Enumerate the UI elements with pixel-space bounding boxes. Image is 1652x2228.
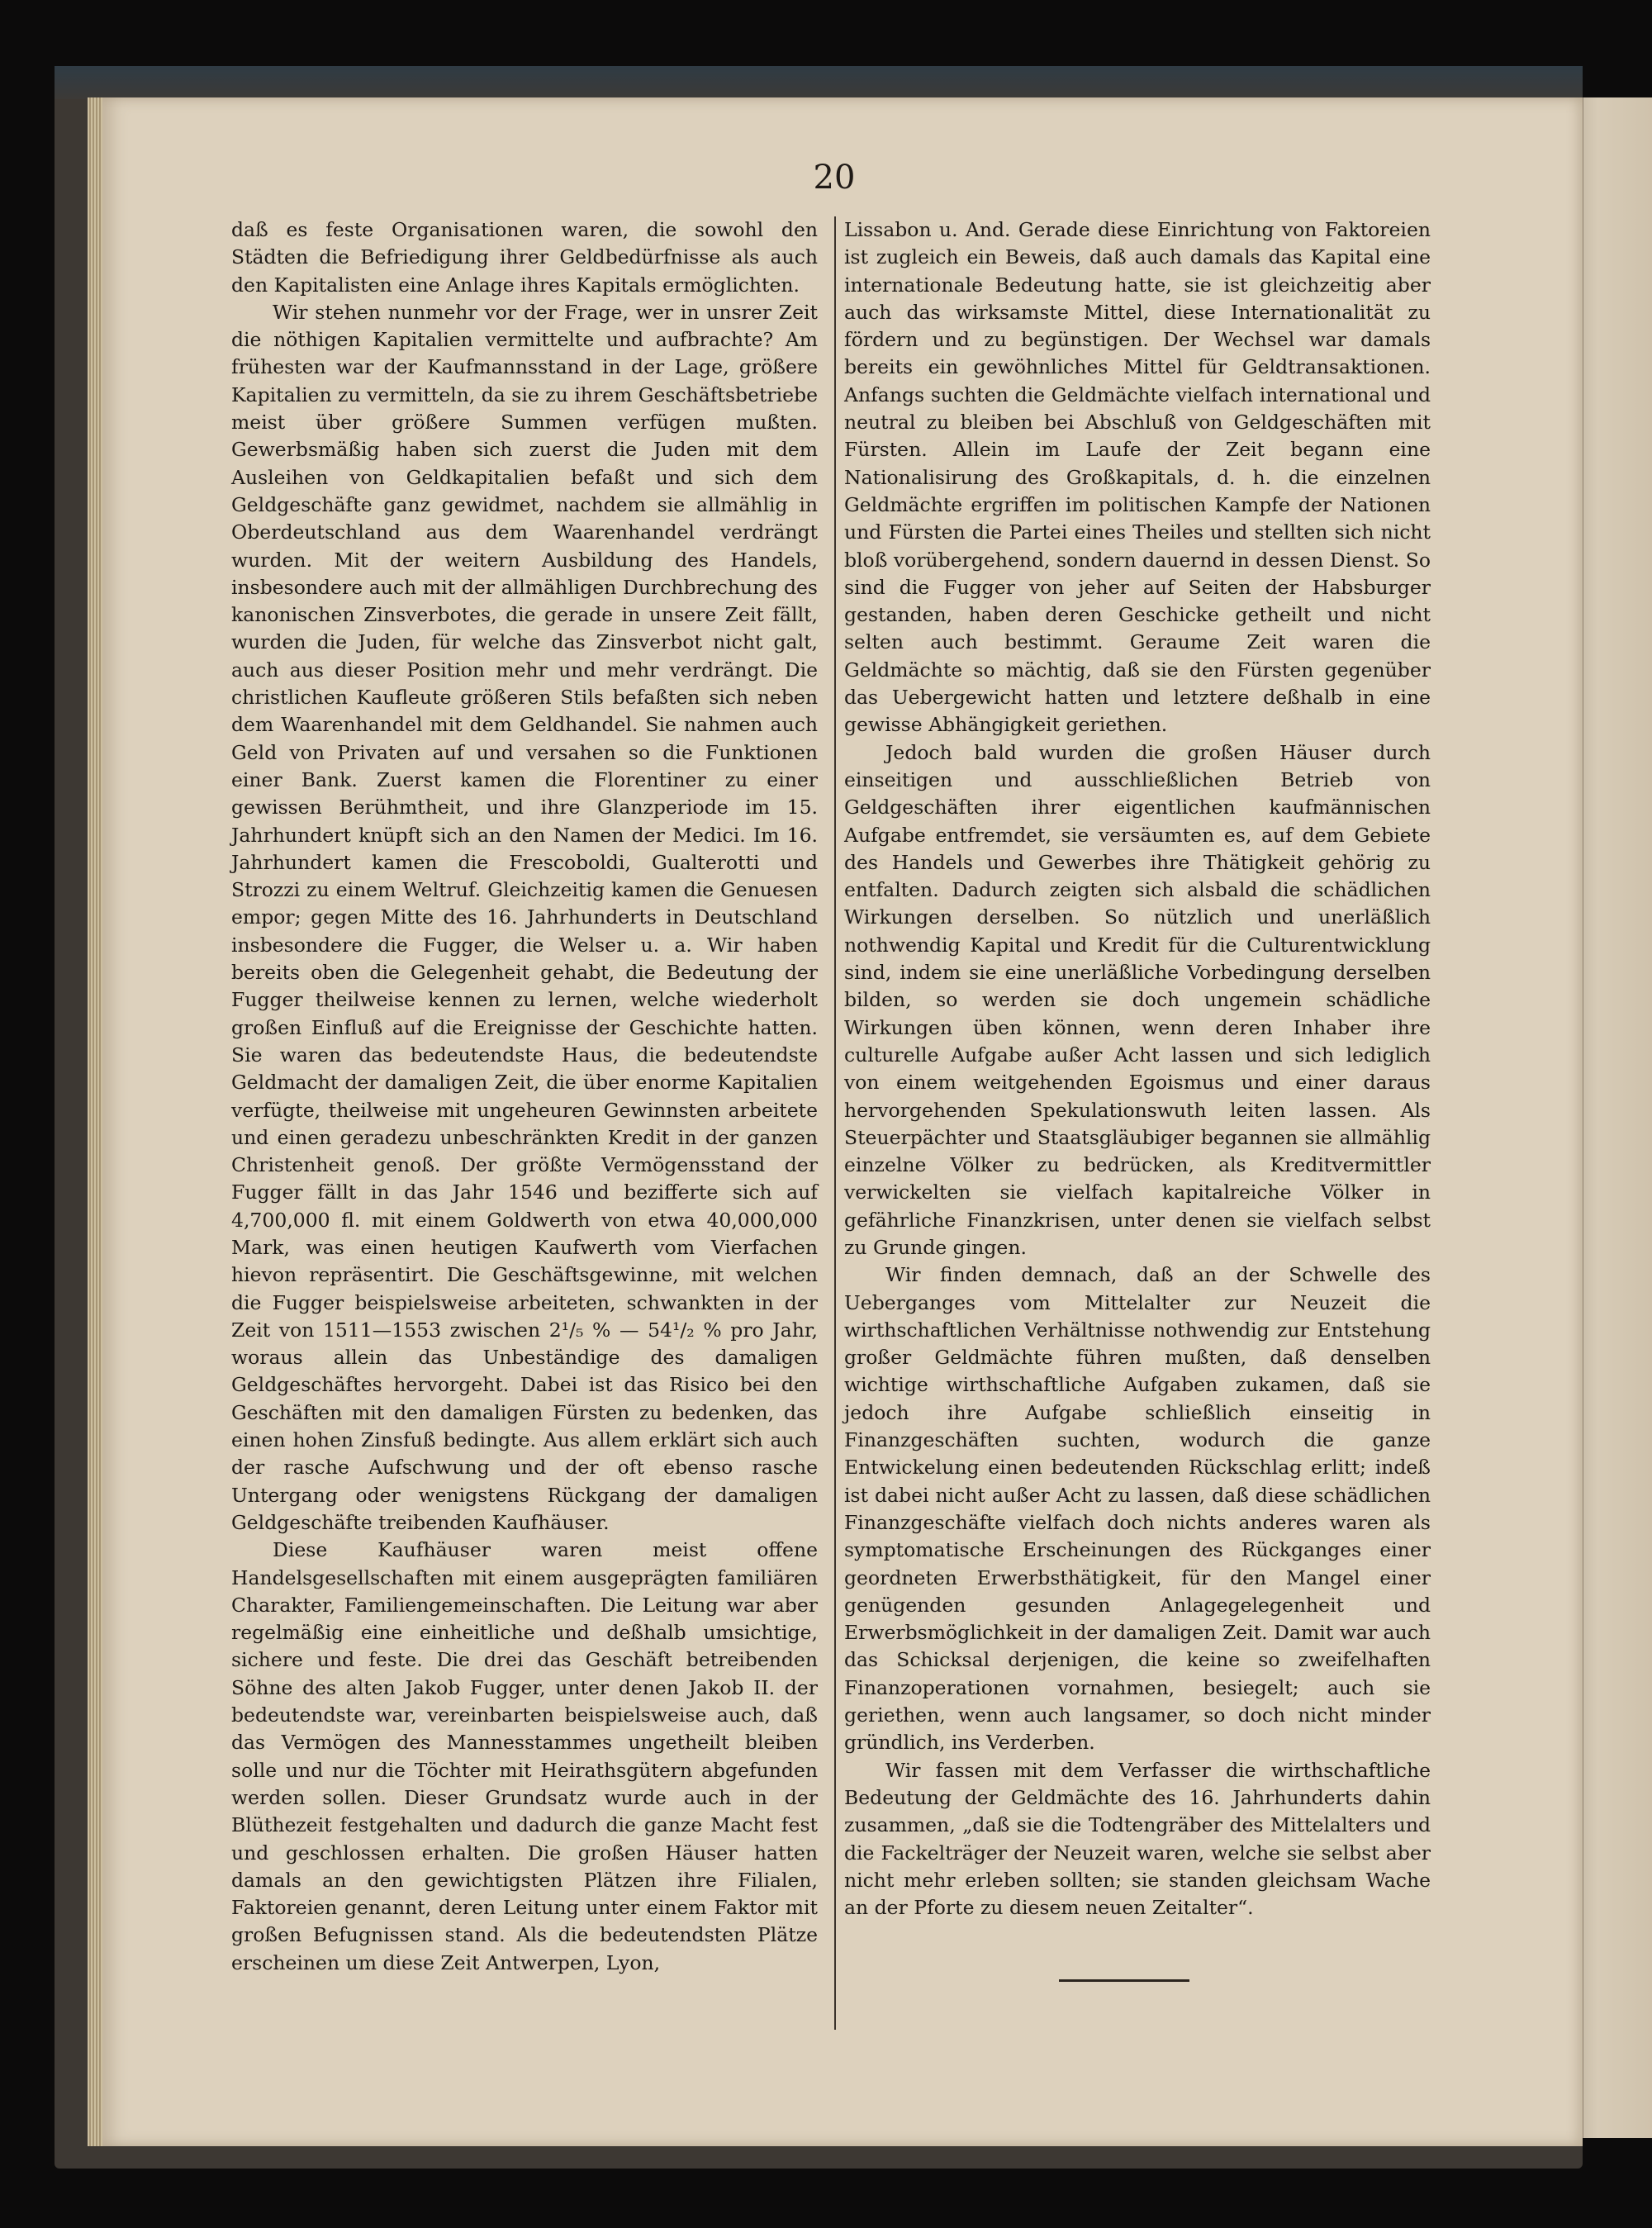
left-column	[231, 216, 818, 1977]
paragraph: Diese Kaufhäuser waren meist offene Handelsgesellschaften mit einem ausgeprägten familiären Charakter, Familiengemeinschaften. Die Leitung war aber regelmäßig eine einheitliche und deßhalb umsichtige, sichere und feste. Die drei das Geschäft betreibenden Söhne des alten Jakob Fugger, unter denen Jakob II. der bedeutendste war, vereinbarten beispielsweise auch, daß das Vermögen des Mannesstammes ungetheilt bleiben solle und nur die Töchter mit Heirathsgütern abgefunden werden sollen. Dieser Grundsatz wurde auch in der Blüthezeit festgehalten und dadurch die ganze Macht fest und geschlossen erhalten. Die großen Häuser hatten damals an den gewichtigsten Plätzen ihre Filialen, Faktoreien genannt, deren Leitung unter einem Faktor mit großen Befugnissen stand. Als die bedeutendsten Plätze erscheinen um diese Zeit Antwerpen, Lyon,	[231, 1538, 818, 1974]
paragraph: Lissabon u. And. Gerade diese Einrichtung von Faktoreien ist zugleich ein Beweis, daß auch damals das Kapital eine internationale Bedeutung hatte, sie ist gleichzeitig aber auch das wirksamste Mittel, diese Internationalität zu fördern und zu begünstigen. Der Wechsel war damals bereits ein gewöhnliches Mittel für Geldtransaktionen. Anfangs suchten die Geldmächte vielfach international und neutral zu bleiben bei Abschluß von Geldgeschäften mit Fürsten. Allein im Laufe der Zeit begann eine Nationalisirung des Großkapitals, d. h. die einzelnen Geldmächte ergriffen im politischen Kampfe der Nationen und Fürsten die Partei eines Theiles und stellten sich nicht bloß vorübergehend, sondern dauernd in dessen Dienst. So sind die Fugger von jeher auf Seiten der Habsburger gestanden, haben deren Geschicke getheilt und nicht selten auch bestimmt. Geraume Zeit waren die Geldmächte so mächtig, daß sie den Fürsten gegenüber das Uebergewicht hatten und letztere deßhalb in eine gewisse Abhängigkeit geriethen.	[844, 218, 1431, 737]
right-column	[844, 216, 1431, 1922]
cover-edge	[55, 66, 1583, 99]
paragraph: Jedoch bald wurden die großen Häuser durch einseitigen und ausschließlichen Betrieb von Geldgeschäften ihrer eigentlichen kaufmännischen Aufgabe entfremdet, sie versäumten es, auf dem Gebiete des Handels und Gewerbes ihre Thätigkeit gehörig zu entfalten. Dadurch zeigten sich alsbald die schädlichen Wirkungen derselben. So nützlich und unerläßlich nothwendig Kapital und Kredit für die Culturentwicklung sind, indem sie eine unerläßliche Vorbedingung derselben bilden, so werden sie doch ungemein schädliche Wirkungen üben können, wenn deren Inhaber ihre culturelle Aufgabe außer Acht lassen und sich lediglich von einem weitgehenden Egoismus und einer daraus hervorgehenden Spekulationswuth leiten lassen. Als Steuerpächter und Staatsgläubiger begannen sie allmählig einzelne Völker zu bedrücken, als Kreditvermittler verwickelten sie vielfach kapitalreiche Völker in gefährliche Finanzkrisen, unter denen sie vielfach selbst zu Grunde gingen.	[844, 740, 1431, 1259]
paragraph: Wir finden demnach, daß an der Schwelle des Ueberganges vom Mittelalter zur Neuzeit die wirthschaftlichen Verhältnisse nothwendig zur Entstehung großer Geldmächte führen mußten, daß denselben wichtige wirthschaftliche Aufgaben zukamen, daß sie jedoch ihre Aufgabe schließlich einseitig in Finanzgeschäften suchten, wodurch die ganze Entwickelung einen bedeutenden Rückschlag erlitt; indeß ist dabei nicht außer Acht zu lassen, daß diese schädlichen Finanzgeschäfte vielfach doch nichts anderes waren als symptomatische Erscheinungen des Rückganges einer geordneten Erwerbsthätigkeit, für den Mangel einer genügenden gesunden Anlagegelegenheit und Erwerbsmöglichkeit in der damaligen Zeit. Damit war auch das Schicksal derjenigen, die keine so zweifelhaften Finanzoperationen vornahmen, besiegelt; auch sie geriethen, wenn auch langsamer, so doch nicht minder gründlich, ins Verderben.	[844, 1263, 1431, 1755]
paragraph: daß es feste Organisationen waren, die sowohl den Städten die Befriedigung ihrer Geldbedürfnisse als auch den Kapitalisten eine Anlage ihres Kapitals ermöglichten.	[231, 218, 818, 297]
paragraph: Wir stehen nunmehr vor der Frage, wer in unsrer Zeit die nöthigen Kapitalien vermittelte und aufbrachte? Am frühesten war der Kaufmannsstand in der Lage, größere Kapitalien zu vermitteln, da sie zu ihrem Geschäftsbetriebe meist über größere Summen verfügen mußten. Gewerbsmäßig haben sich zuerst die Juden mit dem Ausleihen von Geldkapitalien befaßt und sich dem Geldgeschäfte ganz gewidmet, nachdem sie allmählig in Oberdeutschland aus dem Waarenhandel verdrängt wurden. Mit der weitern Ausbildung des Handels, insbesondere auch mit der allmähligen Durchbrechung des kanonischen Zinsverbotes, die gerade in unsere Zeit fällt, wurden die Juden, für welche das Zinsverbot nicht galt, auch aus dieser Position mehr und mehr verdrängt. Die christlichen Kaufleute größeren Stils befaßten sich neben dem Waarenhandel mit dem Geldhandel. Sie nahmen auch Geld von Privaten auf und versahen so die Funktionen einer Bank. Zuerst kamen die Florentiner zu einer gewissen Berühmtheit, und ihre Glanzperiode im 15. Jahrhundert knüpft sich an den Namen der Medici. Im 16. Jahrhundert kamen die Frescoboldi, Gualterotti und Strozzi zu einem Weltruf. Gleichzeitig kamen die Genuesen empor; gegen Mitte des 16. Jahrhunderts in Deutschland insbesondere die Fugger, die Welser u. a. Wir haben bereits oben die Gelegenheit gehabt, die Bedeutung der Fugger theilweise kennen zu lernen, welche wiederholt großen Einfluß auf die Ereignisse der Geschichte hatten. Sie waren das bedeutendste Haus, die bedeutendste Geldmacht der damaligen Zeit, die über enorme Kapitalien verfügte, theilweise mit ungeheuren Gewinnsten arbeitete und einen geradezu unbeschränkten Kredit in der ganzen Christenheit genoß. Der größte Vermögensstand der Fugger fällt in das Jahr 1546 und bezifferte sich auf 4,700,000 fl. mit einem Goldwerth von etwa 40,000,000 Mark, was einen heutigen Kaufwerth vom Vierfachen hievon repräsentirt. Die Geschäftsgewinne, mit welchen die Fugger beispielsweise arbeiteten, schwankten in der Zeit von 1511—1553 zwischen 2¹/₅ % — 54¹/₂ % pro Jahr, woraus allein das Unbeständige des damaligen Geldgeschäftes hervorgeht. Dabei ist das Risico bei den Geschäften mit den damaligen Fürsten zu bedenken, das einen hohen Zinsfuß bedingte. Aus allem erklärt sich auch der rasche Aufschwung und der oft ebenso rasche Untergang oder wenigstens Rückgang der damaligen Geldgeschäfte treibenden Kaufhäuser.	[231, 300, 818, 1534]
section-end-rule	[1059, 1979, 1189, 1982]
paragraph: Wir fassen mit dem Verfasser die wirthschaftliche Bedeutung der Geldmächte des 16. Jahrhunderts dahin zusammen, „daß sie die Todtengräber des Mittelalters und die Fackelträger der Neuzeit waren, welche sie selbst aber nicht mehr erleben sollten; sie standen gleichsam Wache an der Pforte zu diesem neuen Zeitalter“.	[844, 1758, 1431, 1920]
column-divider	[834, 216, 836, 2030]
page-number: 20	[813, 159, 856, 197]
page-stack-edges	[88, 97, 104, 2146]
